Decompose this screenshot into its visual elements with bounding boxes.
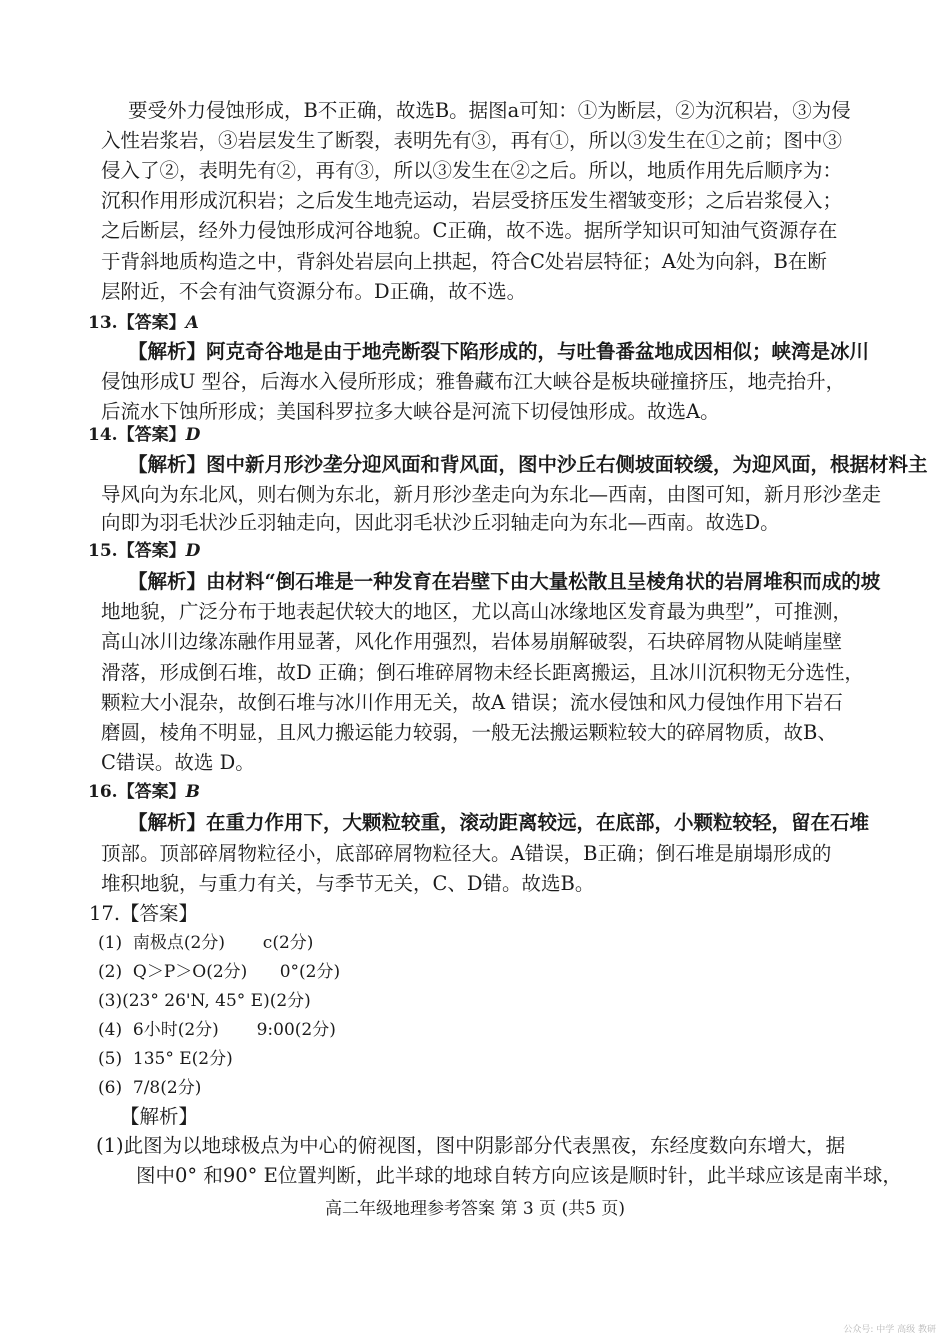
q15-analysis-line: 高山冰川边缘冻融作用显著，风化作用强烈，岩体易崩解破裂，石块碎屑物从陡峭崖壁	[101, 630, 843, 653]
q13-analysis-line: 后流水下蚀所形成；美国科罗拉多大峡谷是河流下切侵蚀形成。故选A。	[101, 400, 720, 423]
q15-jx-label: 【解析】	[128, 570, 207, 593]
q15-analysis-line: 地地貌，广泛分布于地表起伏较大的地区，尤以高山冰缘地区发育最为典型”，可推测，	[101, 600, 852, 623]
q12-line: 入性岩浆岩，③岩层发生了断裂，表明先有③，再有①，所以③发生在①之前；图中③	[101, 129, 843, 152]
q12-line: 侵入了②，表明先有②，再有③，所以③发生在②之后。所以，地质作用先后顺序为：	[101, 159, 843, 182]
q14-analysis-line: 导风向为东北风，则右侧为东北，新月形沙垄走向为东北—西南，由图可知，新月形沙垄走	[101, 483, 882, 506]
q14-answer: D	[185, 425, 201, 445]
q12-line: 要受外力侵蚀形成，B不正确，故选B。据图a可知：①为断层，②为沉积岩，③为侵	[128, 99, 851, 122]
q17-answer-heading: 17.【答案】	[89, 902, 199, 925]
q14-answer-heading	[88, 420, 200, 450]
q12-line: 于背斜地质构造之中，背斜处岩层向上拱起，符合C处岩层特征；A处为向斜，B在断	[101, 250, 827, 273]
q15-analysis-line	[128, 567, 880, 597]
q13-jx-text: 阿克奇谷地是由于地壳断裂下陷形成的，与吐鲁番盆地成因相似；峡湾是冰川	[206, 340, 870, 363]
watermark: 公众号: 中学 高级 教研	[843, 1325, 936, 1335]
q17-answer-4: (4) 6小时(2分) 9:00(2分)	[98, 1020, 336, 1040]
q15-analysis-line: 滑落，形成倒石堆，故D 正确；倒石堆碎屑物未经长距离搬运，且冰川沉积物无分选性，	[101, 661, 864, 684]
q12-line: 层附近，不会有油气资源分布。D正确，故不选。	[101, 280, 527, 303]
page-footer: 高二年级地理参考答案 第 3 页 (共5 页)	[325, 1199, 625, 1219]
q14-jx-text: 图中新月形沙垄分迎风面和背风面，图中沙丘右侧坡面较缓，为迎风面，根据材料主	[206, 453, 928, 476]
q15-label: 15.【答案】	[88, 541, 186, 561]
q17-analysis-line: 图中0° 和90° E位置判断，此半球的地球自转方向应该是顺时针，此半球应该是南半球，	[136, 1164, 902, 1187]
q16-analysis-line: 堆积地貌，与重力有关，与季节无关，C、D错。故选B。	[101, 872, 595, 895]
q15-answer-heading	[88, 536, 200, 566]
q13-label: 13.【答案】	[88, 313, 186, 333]
q17-analysis-line: (1)此图为以地球极点为中心的俯视图，图中阴影部分代表黑夜，东经度数向东增大，据	[96, 1134, 846, 1157]
q14-label: 14.【答案】	[88, 425, 186, 445]
q17-answer-1: (1) 南极点(2分) c(2分)	[98, 933, 314, 953]
q17-answer-2: (2) Q＞P＞O(2分) 0°(2分)	[98, 962, 341, 982]
q13-analysis-line: 侵蚀形成U 型谷，后海水入侵所形成；雅鲁藏布江大峡谷是板块碰撞挤压，地壳抬升，	[101, 370, 846, 393]
q17-jx-label: 【解析】	[120, 1105, 199, 1128]
q13-answer-heading	[88, 308, 199, 338]
q16-answer: B	[185, 782, 200, 802]
q17-answer-6: (6) 7/8(2分)	[98, 1078, 202, 1098]
q13-analysis-line	[128, 337, 869, 367]
q16-analysis-line: 顶部。顶部碎屑物粒径小，底部碎屑物粒径大。A错误，B正确；倒石堆是崩塌形成的	[101, 842, 832, 865]
q16-answer-heading	[88, 777, 200, 807]
q16-label: 16.【答案】	[88, 782, 186, 802]
q13-answer: A	[185, 313, 199, 333]
q16-jx-text: 在重力作用下，大颗粒较重，滚动距离较远，在底部，小颗粒较轻，留在石堆	[206, 811, 870, 834]
q15-jx-text: 由材料“倒石堆是一种发育在岩壁下由大量松散且呈棱角状的岩屑堆积而成的坡	[206, 570, 881, 593]
q17-answer-3: (3)(23° 26'N, 45° E)(2分)	[98, 991, 311, 1011]
q15-answer: D	[185, 541, 201, 561]
q13-jx-label: 【解析】	[128, 340, 207, 363]
q15-analysis-line: 磨圆，棱角不明显，且风力搬运能力较弱，一般无法搬运颗粒较大的碎屑物质，故B、	[101, 721, 837, 744]
q14-jx-label: 【解析】	[128, 453, 207, 476]
q16-analysis-line	[128, 808, 869, 838]
q14-analysis-line	[128, 450, 928, 480]
q14-analysis-line: 向即为羽毛状沙丘羽轴走向，因此羽毛状沙丘羽轴走向为东北—西南。故选D。	[101, 511, 780, 534]
q12-line: 之后断层，经外力侵蚀形成河谷地貌。C正确，故不选。据所学知识可知油气资源存在	[101, 219, 838, 242]
q15-analysis-line: C错误。故选 D。	[101, 751, 255, 774]
q16-jx-label: 【解析】	[128, 811, 207, 834]
q12-line: 沉积作用形成沉积岩；之后发生地壳运动，岩层受挤压发生褶皱变形；之后岩浆侵入；	[101, 189, 843, 212]
q17-answer-5: (5) 135° E(2分)	[98, 1049, 233, 1069]
q15-analysis-line: 颗粒大小混杂，故倒石堆与冰川作用无关，故A 错误；流水侵蚀和风力侵蚀作用下岩石	[101, 691, 843, 714]
